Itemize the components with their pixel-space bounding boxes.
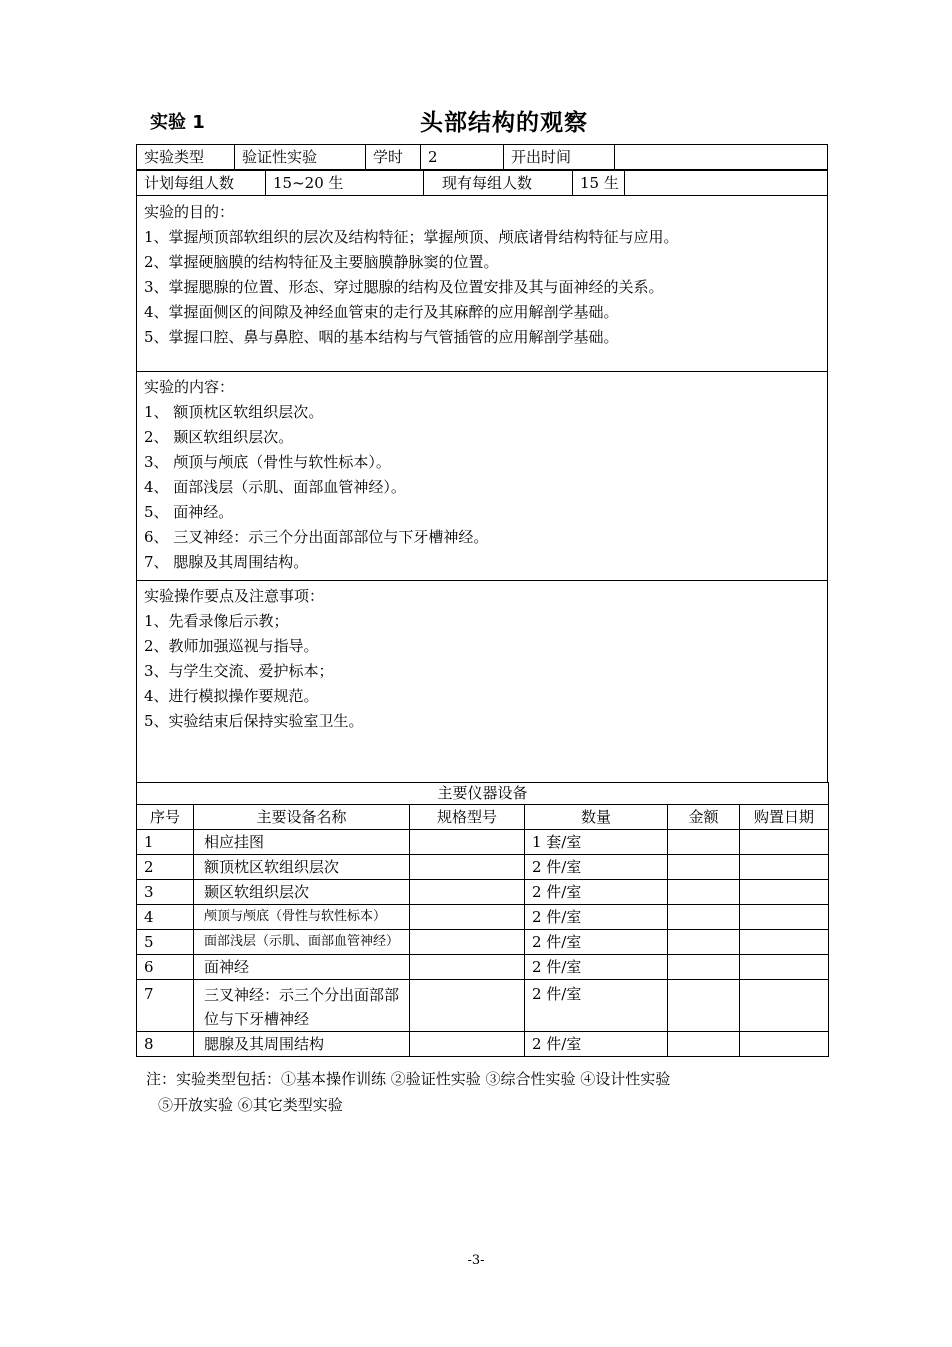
plan-label: 计划每组人数	[137, 171, 266, 196]
cell-amount	[668, 980, 740, 1032]
equipment-title-row	[137, 782, 829, 805]
current-label: 现有每组人数	[424, 171, 573, 196]
content-item: 3、 颅顶与颅底（骨性与软性标本）。	[144, 453, 391, 471]
operation-section	[136, 580, 828, 783]
plan-value: 15~20 生	[266, 171, 424, 196]
cell-amount	[668, 855, 740, 880]
experiment-number: 实验 1	[150, 112, 205, 133]
cell-name: 面神经	[194, 955, 410, 980]
operation-item: 3、与学生交流、爱护标本；	[144, 662, 334, 680]
page-number: -3-	[467, 1253, 485, 1268]
operation-item: 2、教师加强巡视与指导。	[144, 637, 319, 655]
info-empty	[625, 171, 828, 196]
cell-date	[740, 980, 829, 1032]
operation-item: 1、先看录像后示教；	[144, 612, 289, 630]
purpose-item: 2、掌握硬脑膜的结构特征及主要脑膜静脉窦的位置。	[144, 253, 499, 271]
content-item: 6、 三叉神经：示三个分出面部部位与下牙槽神经。	[144, 528, 489, 546]
table-row	[137, 855, 829, 880]
cell-qty: 2 件/室	[525, 1032, 668, 1057]
cell-date	[740, 855, 829, 880]
cell-name: 面部浅层（示肌、面部血管神经）	[194, 930, 410, 955]
content-item: 4、 面部浅层（示肌、面部血管神经）。	[144, 478, 406, 496]
start-value	[615, 145, 828, 170]
table-row	[137, 905, 829, 930]
content-section	[136, 371, 828, 581]
table-row	[137, 880, 829, 905]
table-row	[137, 980, 829, 1032]
purpose-section	[136, 196, 828, 372]
type-label: 实验类型	[137, 145, 235, 170]
cell-spec	[410, 855, 525, 880]
cell-spec	[410, 905, 525, 930]
col-header-date: 购置日期	[740, 805, 829, 830]
content-item: 2、 颞区软组织层次。	[144, 428, 294, 446]
cell-amount	[668, 1032, 740, 1057]
cell-date	[740, 1032, 829, 1057]
cell-qty: 1 套/室	[525, 830, 668, 855]
type-value: 验证性实验	[235, 145, 366, 170]
cell-no: 2	[137, 855, 194, 880]
content-item: 1、 额顶枕区软组织层次。	[144, 403, 324, 421]
col-header-amount: 金额	[668, 805, 740, 830]
info-row-2	[137, 171, 828, 196]
cell-qty: 2 件/室	[525, 880, 668, 905]
cell-no: 1	[137, 830, 194, 855]
cell-spec	[410, 830, 525, 855]
cell-qty: 2 件/室	[525, 930, 668, 955]
info-row-1	[137, 145, 828, 170]
purpose-item: 4、掌握面侧区的间隙及神经血管束的走行及其麻醉的应用解剖学基础。	[144, 303, 619, 321]
equipment-table	[136, 782, 829, 1057]
current-value: 15 生	[573, 171, 625, 196]
hours-value: 2	[421, 145, 504, 170]
purpose-heading: 实验的目的：	[144, 203, 235, 221]
cell-name: 颅顶与颅底（骨性与软性标本）	[194, 905, 410, 930]
info-table	[136, 144, 828, 170]
start-label: 开出时间	[504, 145, 615, 170]
cell-amount	[668, 880, 740, 905]
cell-no: 8	[137, 1032, 194, 1057]
cell-qty: 2 件/室	[525, 980, 668, 1032]
cell-name: 腮腺及其周围结构	[194, 1032, 410, 1057]
purpose-item: 3、掌握腮腺的位置、形态、穿过腮腺的结构及位置安排及其与面神经的关系。	[144, 278, 664, 296]
table-row	[137, 955, 829, 980]
footnote-line-1: 注：实验类型包括：①基本操作训练 ②验证性实验 ③综合性实验 ④设计性实验	[146, 1070, 671, 1088]
footnote-line-2: ⑤开放实验 ⑥其它类型实验	[158, 1096, 343, 1114]
cell-qty: 2 件/室	[525, 905, 668, 930]
cell-no: 6	[137, 955, 194, 980]
cell-date	[740, 830, 829, 855]
cell-qty: 2 件/室	[525, 855, 668, 880]
page-title: 头部结构的观察	[420, 110, 588, 136]
footnote	[146, 1066, 670, 1118]
equipment-title: 主要仪器设备	[137, 782, 829, 805]
table-row	[137, 930, 829, 955]
cell-no: 7	[137, 980, 194, 1032]
purpose-item: 5、掌握口腔、鼻与鼻腔、咽的基本结构与气管插管的应用解剖学基础。	[144, 328, 619, 346]
operation-heading: 实验操作要点及注意事项：	[144, 587, 325, 605]
operation-item: 5、实验结束后保持实验室卫生。	[144, 712, 364, 730]
cell-spec	[410, 930, 525, 955]
cell-date	[740, 930, 829, 955]
hours-label: 学时	[366, 145, 421, 170]
col-header-name: 主要设备名称	[194, 805, 410, 830]
title-row	[136, 104, 828, 138]
col-header-no: 序号	[137, 805, 194, 830]
cell-amount	[668, 830, 740, 855]
info-table-2	[136, 170, 828, 196]
cell-spec	[410, 955, 525, 980]
equipment-header-row	[137, 805, 829, 830]
cell-amount	[668, 930, 740, 955]
cell-name: 颞区软组织层次	[194, 880, 410, 905]
cell-spec	[410, 880, 525, 905]
content-item: 7、 腮腺及其周围结构。	[144, 553, 309, 571]
table-row	[137, 830, 829, 855]
cell-no: 3	[137, 880, 194, 905]
cell-date	[740, 880, 829, 905]
cell-name: 三叉神经：示三个分出面部部位与下牙槽神经	[194, 980, 410, 1032]
content-heading: 实验的内容：	[144, 378, 235, 396]
purpose-item: 1、掌握颅顶部软组织的层次及结构特征；掌握颅顶、颅底诸骨结构特征与应用。	[144, 228, 679, 246]
cell-date	[740, 955, 829, 980]
cell-name: 额顶枕区软组织层次	[194, 855, 410, 880]
cell-no: 5	[137, 930, 194, 955]
cell-spec	[410, 980, 525, 1032]
operation-item: 4、进行模拟操作要规范。	[144, 687, 319, 705]
col-header-spec: 规格型号	[410, 805, 525, 830]
col-header-qty: 数量	[525, 805, 668, 830]
cell-spec	[410, 1032, 525, 1057]
table-row	[137, 1032, 829, 1057]
cell-name: 相应挂图	[194, 830, 410, 855]
cell-no: 4	[137, 905, 194, 930]
cell-amount	[668, 955, 740, 980]
cell-amount	[668, 905, 740, 930]
content-item: 5、 面神经。	[144, 503, 234, 521]
cell-qty: 2 件/室	[525, 955, 668, 980]
cell-date	[740, 905, 829, 930]
